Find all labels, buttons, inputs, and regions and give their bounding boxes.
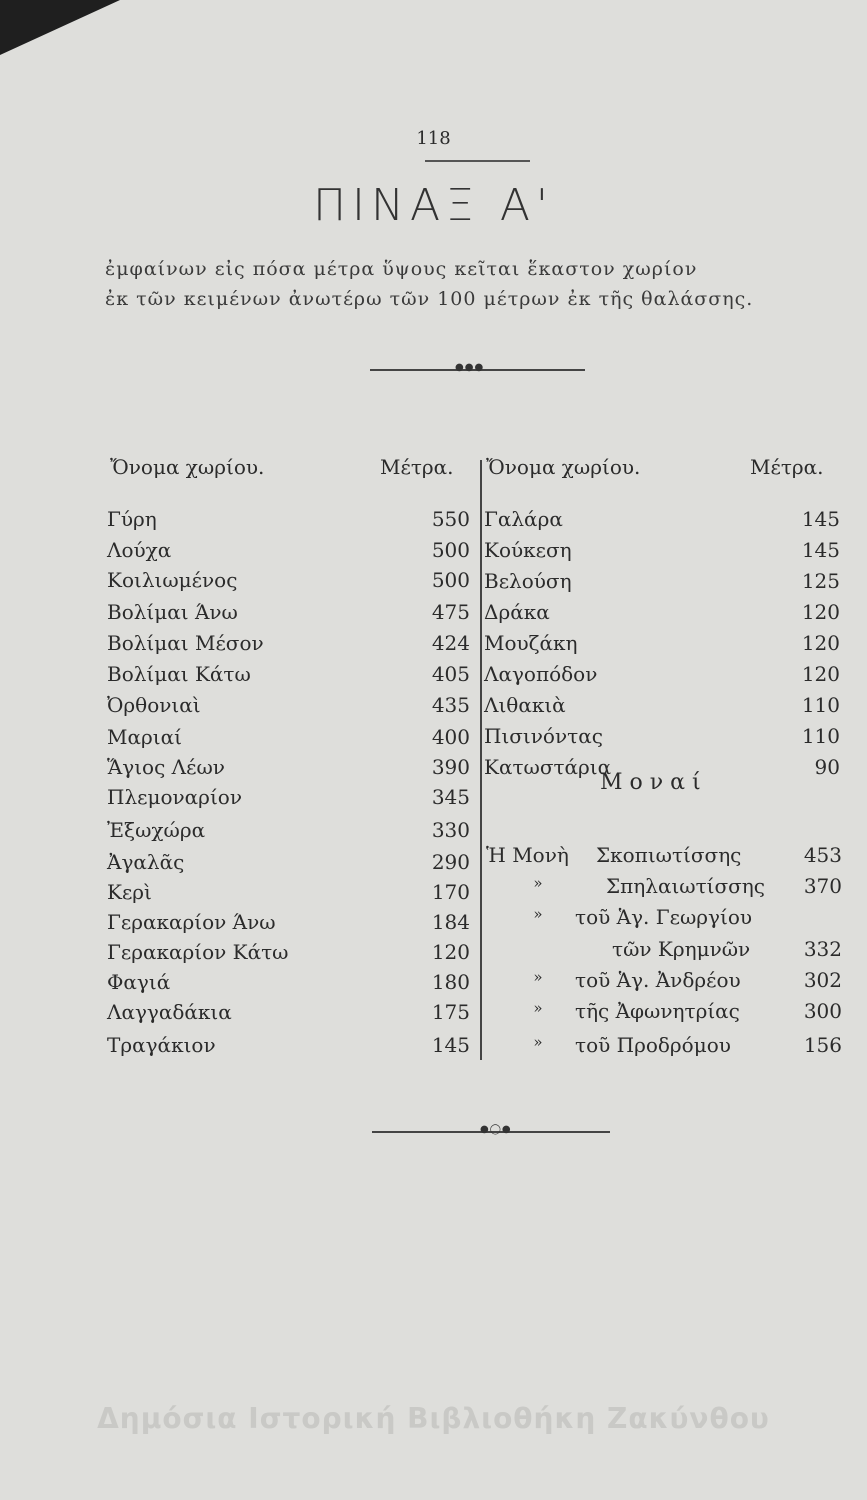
altitude-value: 424	[431, 631, 470, 655]
monastery-altitude: 332	[803, 937, 842, 961]
left-table-row	[0, 785, 867, 817]
altitude-value: 120	[801, 631, 840, 655]
place-name: Μαριαί	[107, 725, 182, 749]
monastery-name: τοῦ Ἁγ. Ἀνδρέου	[575, 968, 741, 992]
place-name: Γύρη	[107, 507, 157, 531]
place-name: Βολίμαι Μέσον	[107, 631, 264, 655]
place-name: Κερὶ	[107, 880, 152, 904]
altitude-value: 145	[801, 538, 840, 562]
altitude-value: 125	[801, 569, 840, 593]
monastery-altitude: 300	[803, 999, 842, 1023]
table-title: ΠΙΝΑΞ Α'	[312, 180, 555, 231]
monastery-prefix: »	[533, 999, 543, 1017]
monastery-prefix: »	[533, 1033, 543, 1051]
place-name: Τραγάκιον	[107, 1033, 216, 1057]
place-name: Γερακαρίον Άνω	[107, 910, 276, 934]
altitude-value: 110	[801, 724, 840, 748]
monastery-name: τῆς Ἀφωνητρίας	[575, 999, 740, 1023]
place-name: Βελούση	[484, 569, 572, 593]
place-name: Ἅγιος Λέων	[107, 755, 225, 779]
monastery-row	[0, 937, 867, 969]
header-left-value: Μέτρα.	[380, 455, 454, 479]
monastery-altitude: 453	[803, 843, 842, 867]
right-table-row	[0, 569, 867, 601]
header-right-name: Ὄνομα χωρίου.	[486, 455, 641, 479]
place-name: Δράκα	[484, 600, 550, 624]
monastery-altitude: 302	[803, 968, 842, 992]
place-name: Βολίμαι Κάτω	[107, 662, 251, 686]
place-name: Ὀρθονιαὶ	[107, 693, 201, 717]
ornament-dots-top: ●●●	[455, 362, 485, 373]
altitude-value: 500	[431, 538, 470, 562]
header-left-name: Ὄνομα χωρίου.	[110, 455, 265, 479]
monastery-row	[0, 1033, 867, 1065]
monastery-name: τοῦ Προδρόμου	[575, 1033, 731, 1057]
monastery-prefix: »	[533, 968, 543, 986]
place-name: Ἀγαλᾶς	[107, 850, 185, 874]
monastery-row	[0, 843, 867, 875]
place-name: Γερακαρίον Κάτω	[107, 940, 289, 964]
right-table-row	[0, 600, 867, 632]
monastery-altitude: 156	[803, 1033, 842, 1057]
altitude-value: 390	[431, 755, 470, 779]
monastery-row	[0, 999, 867, 1031]
altitude-value: 405	[431, 662, 470, 686]
altitude-value: 550	[431, 507, 470, 531]
right-table-row	[0, 693, 867, 725]
library-watermark: Δημόσια Ιστορική Βιβλιοθήκη Ζακύνθου	[97, 1402, 770, 1435]
monastery-name: τοῦ Ἁγ. Γεωργίου	[575, 905, 753, 929]
place-name: Πλεμοναρίον	[107, 785, 242, 809]
place-name: Πισινόντας	[484, 724, 603, 748]
altitude-value: 90	[814, 755, 840, 779]
place-name: Λαγγαδάκια	[107, 1000, 232, 1024]
altitude-value: 400	[431, 725, 470, 749]
page-number-rule	[425, 160, 530, 162]
altitude-value: 290	[431, 850, 470, 874]
place-name: Κούκεση	[484, 538, 572, 562]
place-name: Βολίμαι Άνω	[107, 600, 238, 624]
place-name: Ἐξωχώρα	[107, 818, 206, 842]
monastery-name: τῶν Κρημνῶν	[612, 937, 751, 961]
right-table-row	[0, 724, 867, 756]
altitude-value: 120	[801, 662, 840, 686]
place-name: Γαλάρα	[484, 507, 563, 531]
altitude-value: 175	[431, 1000, 470, 1024]
page-number: 118	[416, 128, 451, 149]
header-right-value: Μέτρα.	[750, 455, 824, 479]
right-table-row	[0, 662, 867, 694]
monastery-row	[0, 905, 867, 937]
place-name: Λούχα	[107, 538, 172, 562]
subtitle-line-1: ἐμφαίνων εἰς πόσα μέτρα ὕψους κεῖται ἕκαστον χωρίον	[105, 258, 698, 280]
altitude-value: 145	[801, 507, 840, 531]
monastery-prefix: Ἡ Μονὴ	[486, 843, 569, 867]
altitude-value: 145	[431, 1033, 470, 1057]
subtitle-line-2: ἐκ τῶν κειμένων ἀνωτέρω τῶν 100 μέτρων ἐκ τῆς θαλάσσης.	[105, 288, 754, 310]
altitude-value: 110	[801, 693, 840, 717]
place-name: Κατωστάρια	[484, 755, 612, 779]
right-table-row	[0, 755, 867, 787]
right-table-row	[0, 538, 867, 570]
monastery-prefix: »	[533, 874, 543, 892]
place-name: Μουζάκη	[484, 631, 578, 655]
right-table-row	[0, 631, 867, 663]
monastery-altitude: 370	[803, 874, 842, 898]
right-table-row	[0, 507, 867, 539]
altitude-value: 184	[431, 910, 470, 934]
altitude-value: 170	[431, 880, 470, 904]
altitude-value: 500	[431, 568, 470, 592]
place-name: Φαγιά	[107, 970, 171, 994]
monastery-name: Σπηλαιωτίσσης	[606, 874, 765, 898]
monastery-row	[0, 968, 867, 1000]
altitude-value: 330	[431, 818, 470, 842]
altitude-value: 120	[431, 940, 470, 964]
monastery-prefix: »	[533, 905, 543, 923]
ornament-dots-bottom: ●◯●	[480, 1124, 512, 1135]
altitude-value: 435	[431, 693, 470, 717]
altitude-value: 345	[431, 785, 470, 809]
place-name: Λαγοπόδον	[484, 662, 598, 686]
place-name: Λιθακιὰ	[484, 693, 566, 717]
place-name: Κοιλιωμένος	[107, 568, 238, 592]
page-corner-shadow	[0, 0, 120, 55]
monasteries-title: Μοναί	[600, 770, 708, 795]
monastery-row	[0, 874, 867, 906]
monastery-name: Σκοπιωτίσσης	[596, 843, 742, 867]
altitude-value: 120	[801, 600, 840, 624]
altitude-value: 475	[431, 600, 470, 624]
altitude-value: 180	[431, 970, 470, 994]
